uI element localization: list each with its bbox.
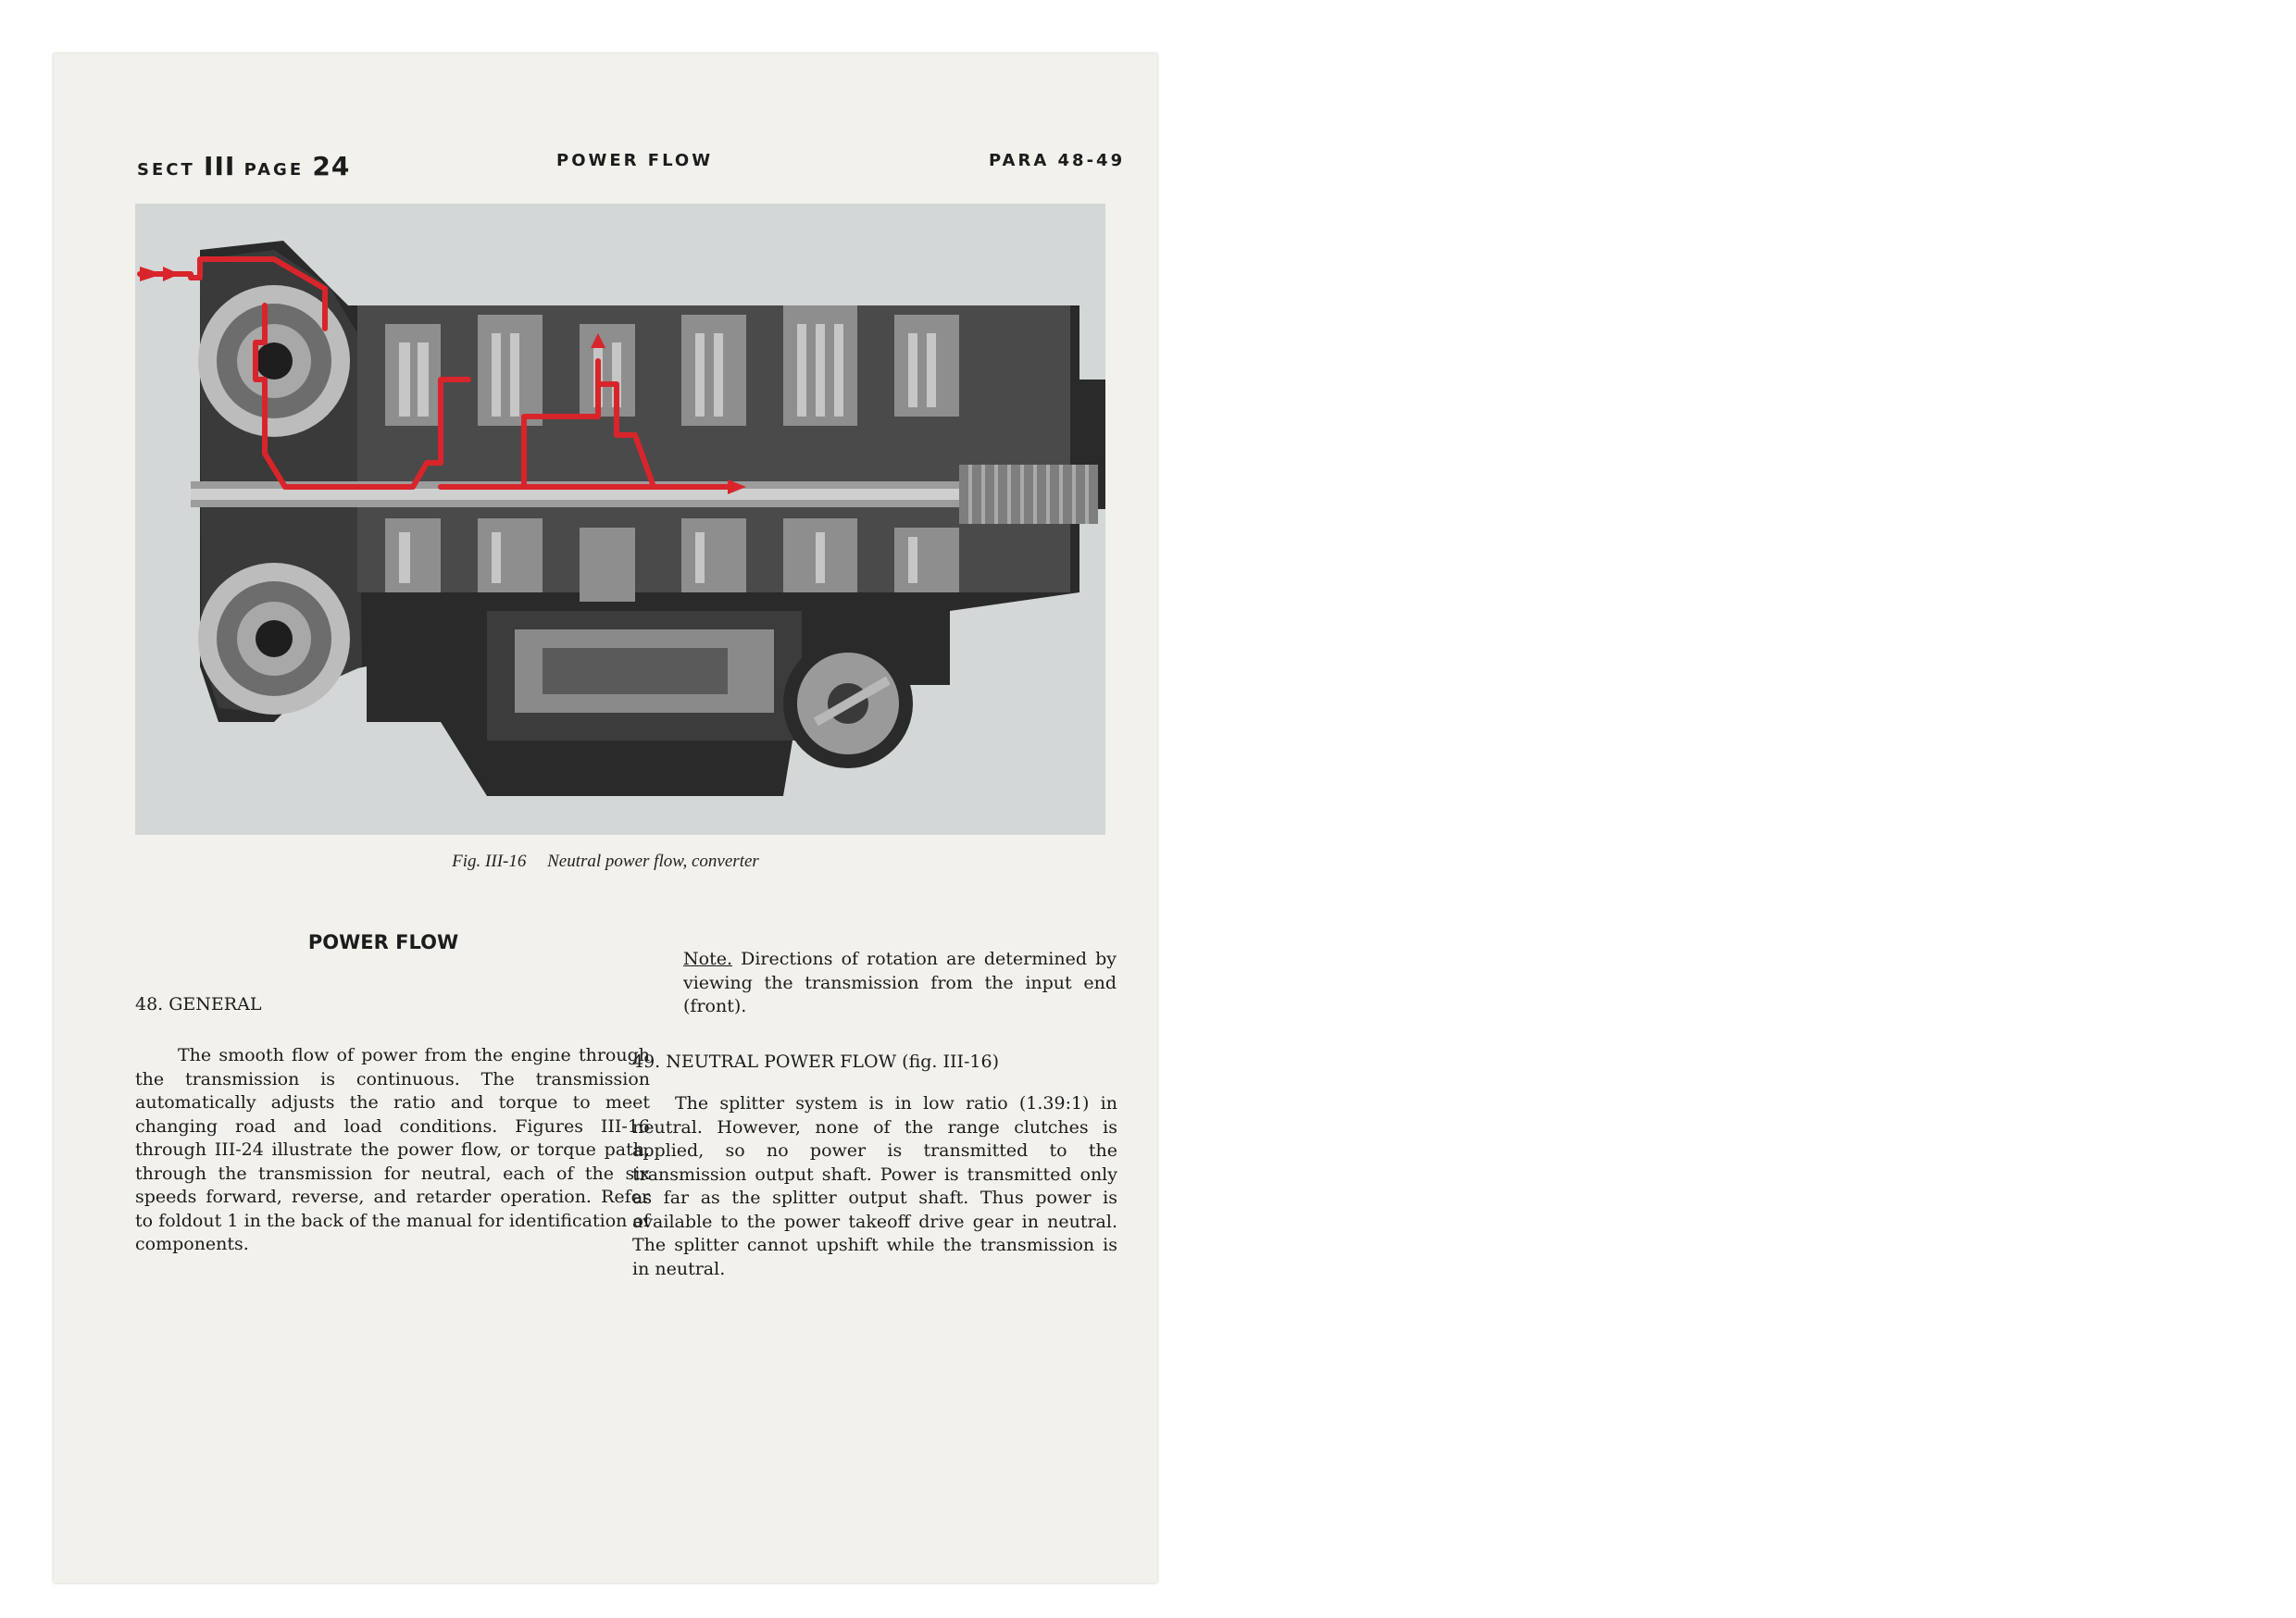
running-title: POWER FLOW [556, 151, 714, 170]
section-heading: POWER FLOW [307, 931, 459, 953]
para-48-body [135, 1044, 650, 1257]
sect-label: SECT [137, 160, 195, 180]
para-49-heading: 49. NEUTRAL POWER FLOW (fig. III-16) [632, 1052, 1000, 1072]
note-label: Note. [683, 949, 732, 969]
para-49-text: The splitter system is in low ratio (1.39:1) in neutral. However, none of the range clutches is applied, so no power is transmitted to the transmission output shaft. Power is transmitted only as far as the splitter output shaft. Thus power is available to the power takeoff drive gear in neutral. The splitter cannot upshift while the transmission is in neutral. [632, 1093, 1117, 1279]
figure-title: Neutral power flow, converter [547, 852, 759, 871]
section-page-header [137, 151, 350, 181]
figure-number: Fig. III-16 [452, 852, 527, 871]
transmission-cutaway-illustration [135, 204, 1105, 835]
page-number: 24 [312, 151, 351, 181]
paragraph-range: PARA 48-49 [989, 151, 1126, 170]
para-48-heading: 48. GENERAL [135, 994, 262, 1014]
para-48-text: The smooth flow of power from the engine through the transmission is continuous. The transmission automatically adjusts the ratio and torque to meet changing road and load conditions. Figures III-16 through III-24 illustrate the power flow, or torque path, through the transmission for neutral, each of the six speeds forward, reverse, and retarder operation. Refer to foldout 1 in the back of the manual for identification of components. [135, 1045, 650, 1254]
sect-number: III [204, 151, 236, 181]
note-text: Directions of rotation are determined by viewing the transmission from the input end (front). [683, 949, 1117, 1016]
manual-page [54, 54, 1157, 1583]
para-49-body [632, 1092, 1117, 1281]
rotation-note [683, 948, 1117, 1019]
page-label: PAGE [243, 160, 305, 180]
transmission-cutaway-figure [135, 204, 1105, 835]
figure-caption [54, 852, 1157, 872]
